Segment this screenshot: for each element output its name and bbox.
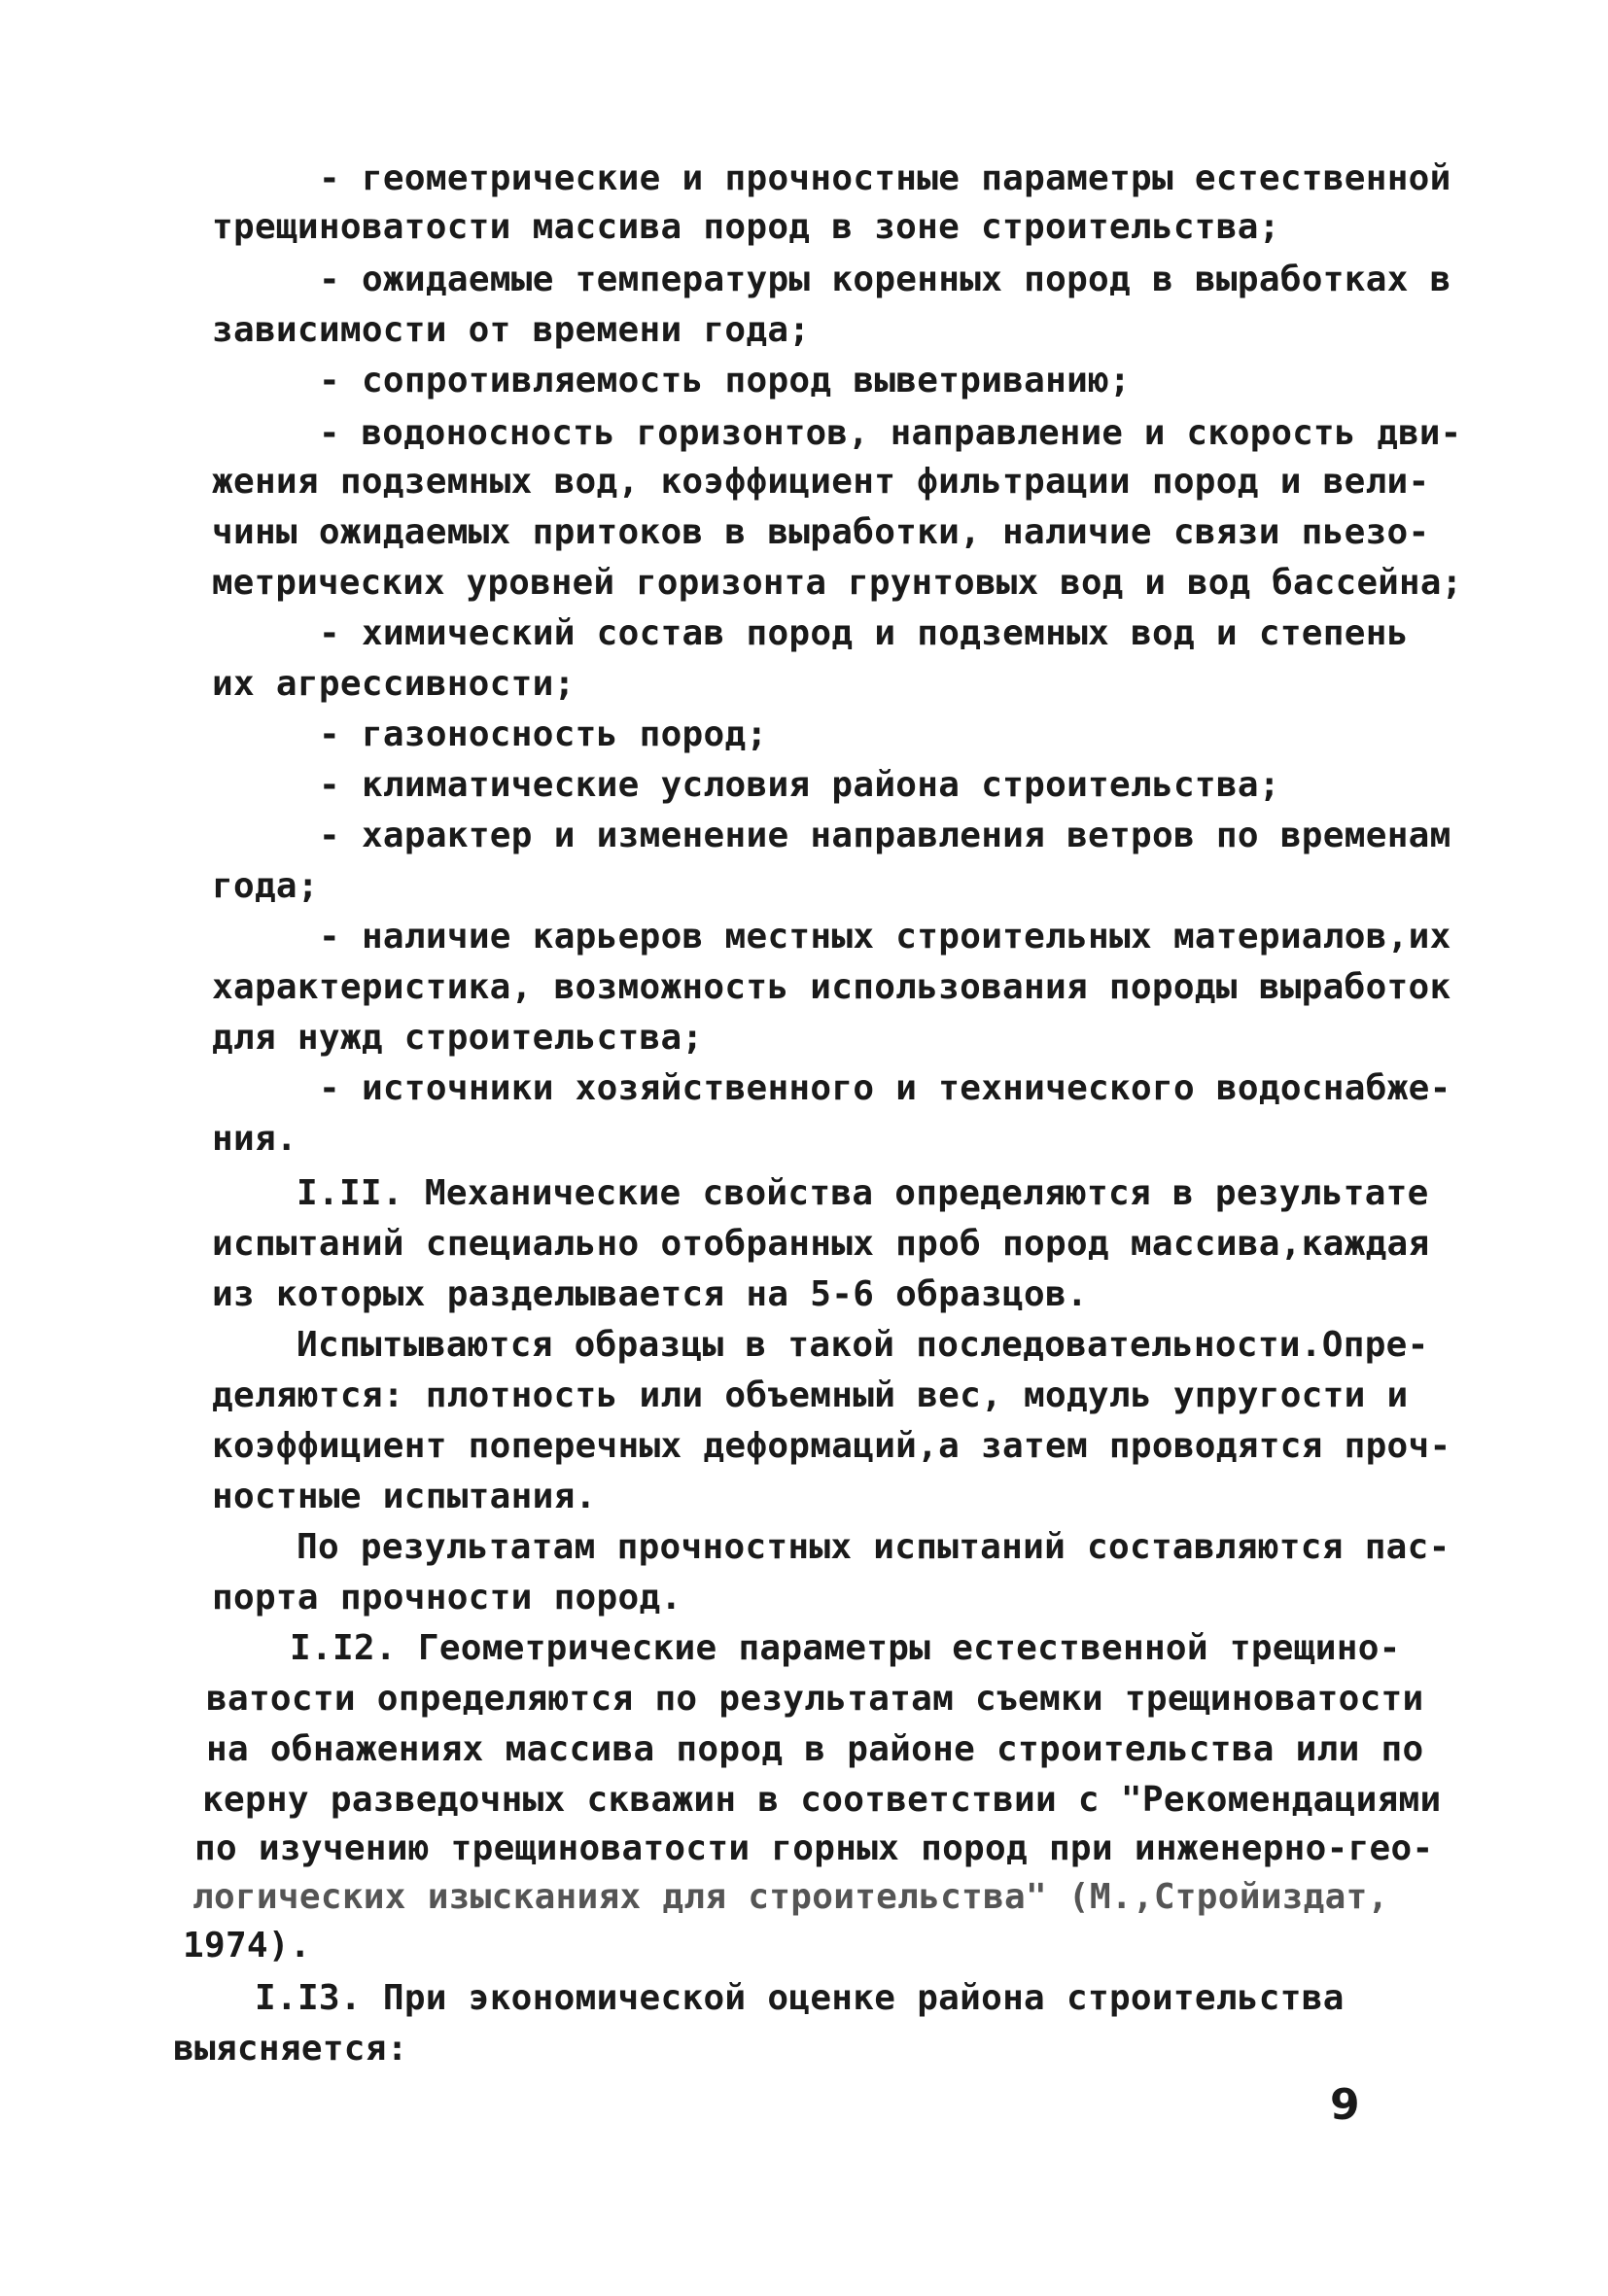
text-line: 1974). (183, 1926, 311, 1966)
text-line: чины ожидаемых притоков в выработки, наличие связи пьезо- (212, 512, 1430, 552)
text-line: выясняется: (173, 2029, 408, 2069)
text-line: из которых разделывается на 5-6 образцов. (212, 1274, 1088, 1314)
text-line: жения подземных вод, коэффициент фильтрации пород и вели- (212, 462, 1430, 502)
text-line: ния. (212, 1119, 297, 1159)
text-line: керну разведочных скважин в соответствии с "Рекомендациями (202, 1780, 1442, 1820)
text-line: для нужд строительства; (212, 1018, 704, 1058)
text-line: - водоносность горизонтов, направление и скорость дви- (319, 413, 1462, 453)
text-line: порта прочности пород. (212, 1578, 682, 1618)
text-line: - химический состав пород и подземных вод и степень (319, 613, 1409, 653)
text-line: года; (212, 866, 319, 906)
text-line: метрических уровней горизонта грунтовых вод и вод бассейна; (212, 563, 1463, 603)
text-line: I.II. Механические свойства определяются в результате (297, 1173, 1429, 1213)
text-line: коэффициент поперечных деформаций,а затем проводятся проч- (212, 1426, 1451, 1466)
text-line: I.I3. При экономической оценке района строительства (255, 1978, 1345, 2018)
text-line: - газоносность пород; (319, 714, 768, 754)
text-line: - наличие карьеров местных строительных материалов,их (319, 917, 1451, 957)
text-line: ватости определяются по результатам съемки трещиноватости (206, 1679, 1424, 1719)
text-line: зависимости от времени года; (212, 310, 811, 350)
text-line: - источники хозяйственного и технического водоснабже- (319, 1068, 1451, 1108)
text-line: - геометрические и прочностные параметры естественной (319, 158, 1451, 198)
text-line: По результатам прочностных испытаний составляются пас- (297, 1527, 1451, 1567)
text-line: - сопротивляемость пород выветриванию; (319, 361, 1132, 400)
text-line: трещиноватости массива пород в зоне строительства; (212, 207, 1280, 247)
text-line: - характер и изменение направления ветров по временам (319, 816, 1451, 855)
text-line: Испытываются образцы в такой последовательности.Опре- (297, 1325, 1429, 1365)
text-line: их агрессивности; (212, 664, 576, 704)
page-number: 9 (1330, 2080, 1360, 2130)
text-line: испытаний специально отобранных проб пород массива,каждая (212, 1224, 1430, 1264)
text-line: I.I2. Геометрические параметры естественной трещино- (290, 1628, 1401, 1668)
text-line: на обнажениях массива пород в районе строительства или по (206, 1729, 1424, 1769)
text-line: логических изысканиях для строительства" (М.,Стройиздат, (192, 1877, 1389, 1917)
text-line: характеристика, возможность использования породы выработок (212, 967, 1451, 1007)
text-line: - ожидаемые температуры коренных пород в выработках в (319, 260, 1451, 299)
text-line: деляются: плотность или объемный вес, модуль упругости и (212, 1375, 1409, 1415)
text-line: по изучению трещиноватости горных пород при инженерно-гео- (194, 1828, 1434, 1868)
text-line: ностные испытания. (212, 1477, 597, 1516)
text-line: - климатические условия района строительства; (319, 765, 1280, 805)
